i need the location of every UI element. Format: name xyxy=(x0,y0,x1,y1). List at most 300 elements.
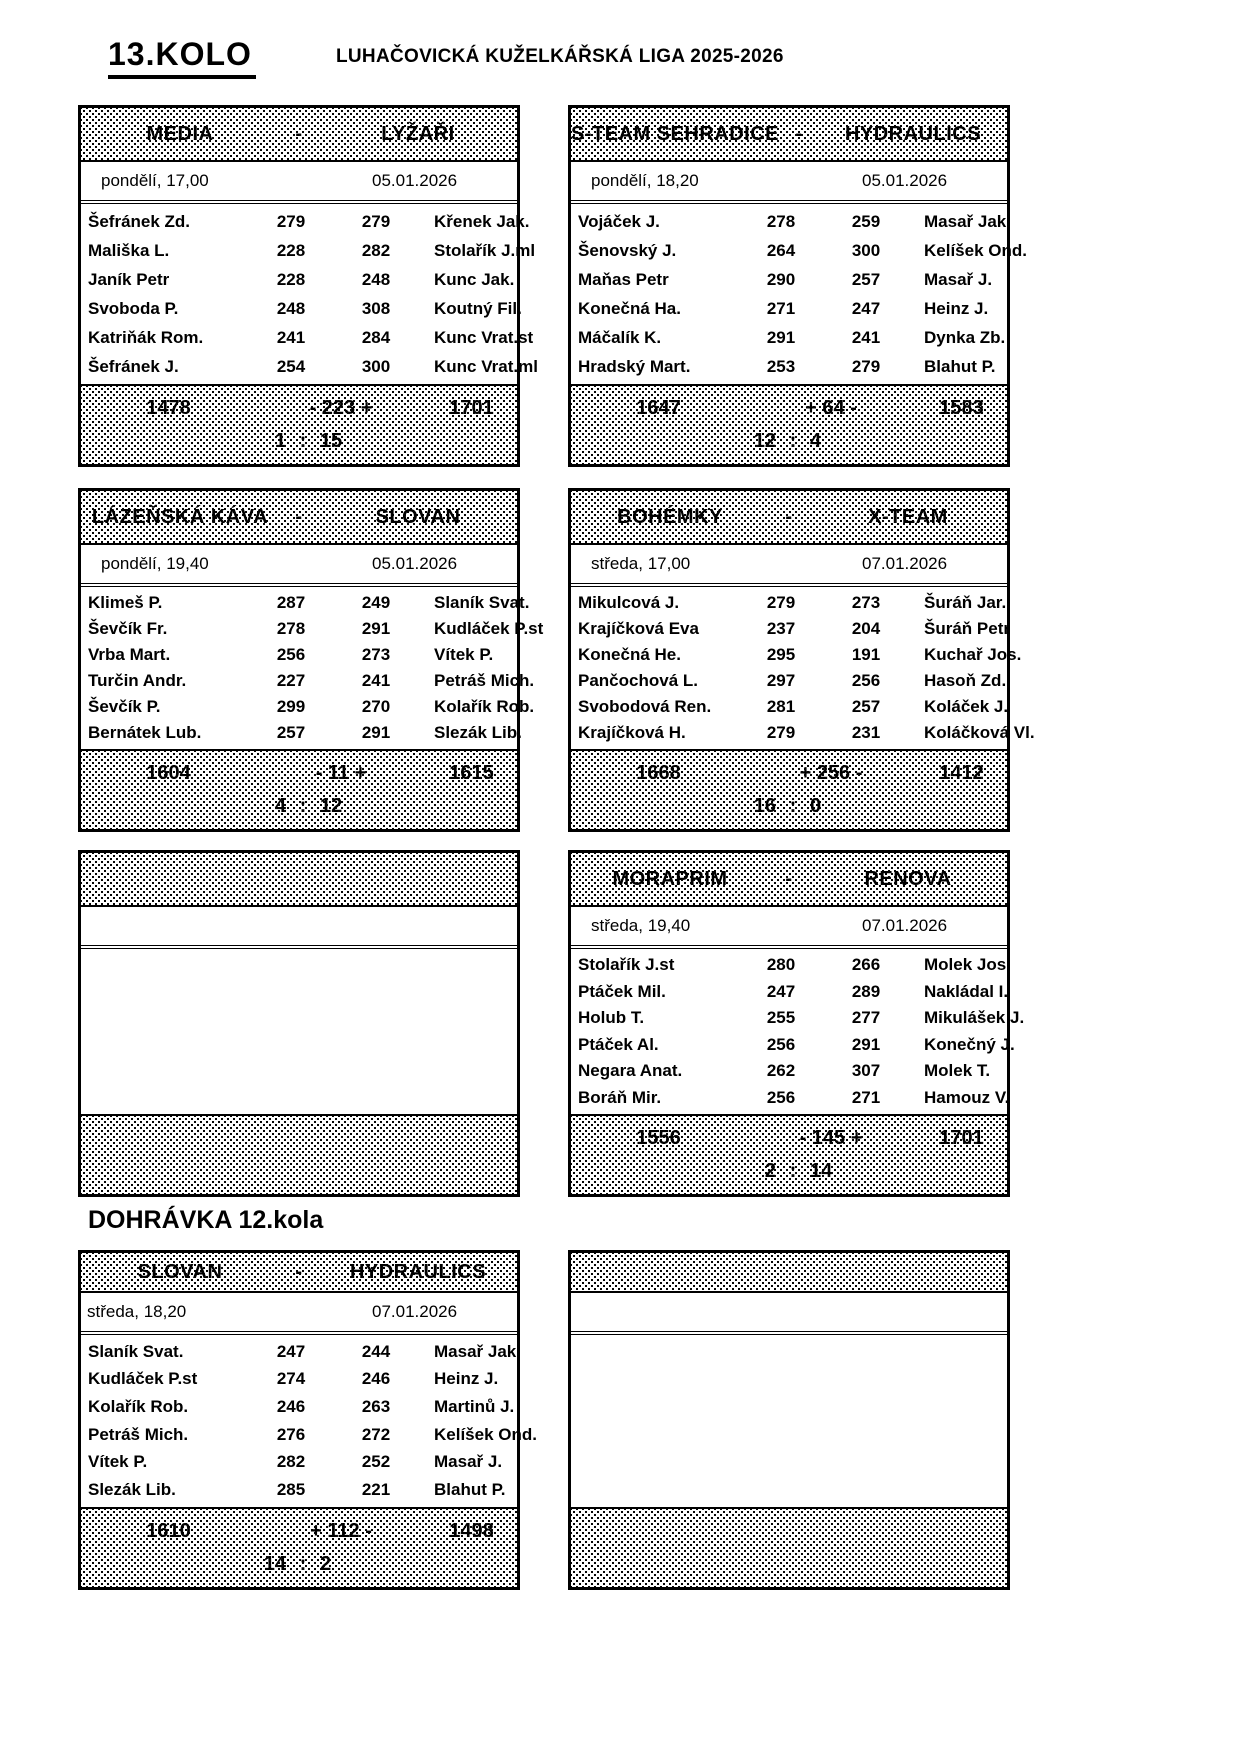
home-player-name: Klimeš P. xyxy=(88,593,163,612)
points-row xyxy=(571,430,1007,453)
home-player-score: 228 xyxy=(276,240,306,260)
away-player-score: 252 xyxy=(361,1452,391,1472)
player-row xyxy=(571,619,1010,639)
away-player-name: Kunc Vrat.ml xyxy=(434,356,538,376)
home-points: 16 xyxy=(753,795,776,818)
home-player-name: Šenovský J. xyxy=(578,240,677,260)
match-footer xyxy=(81,1507,517,1587)
home-player-name: Vrba Mart. xyxy=(88,645,171,664)
home-player-name: Holub T. xyxy=(578,1008,645,1028)
match-card-media-lyzari xyxy=(78,105,538,467)
home-player-score: 278 xyxy=(766,211,796,231)
away-player-score: 273 xyxy=(361,645,391,664)
player-row xyxy=(81,723,522,743)
away-total: 1701 xyxy=(939,1126,984,1149)
home-player-name: Kudláček P.st xyxy=(88,1369,198,1389)
home-player-score: 282 xyxy=(276,1452,306,1472)
home-player-name: Katriňák Rom. xyxy=(88,327,204,347)
away-player-score: 279 xyxy=(361,211,391,231)
home-player-score: 262 xyxy=(766,1061,796,1081)
away-player-name: Kelíšek Ond. xyxy=(434,1424,537,1444)
away-player-score: 270 xyxy=(361,697,391,716)
away-team-name: HYDRAULICS xyxy=(349,1260,487,1283)
match-header xyxy=(81,491,517,545)
home-player-score: 295 xyxy=(766,645,796,664)
match-schedule-row xyxy=(81,545,517,587)
player-results xyxy=(571,587,1035,749)
away-player-score: 300 xyxy=(851,240,881,260)
match-schedule-row xyxy=(81,1293,517,1335)
vs-dash: - xyxy=(785,505,793,528)
home-total: 1604 xyxy=(146,761,191,784)
home-player-score: 279 xyxy=(766,593,796,612)
away-player-score: 246 xyxy=(361,1369,391,1389)
player-results xyxy=(81,204,538,384)
player-row xyxy=(571,723,1035,743)
points-colon: : xyxy=(299,1553,307,1576)
away-points: 12 xyxy=(320,795,343,818)
player-row xyxy=(81,1369,517,1389)
match-day-time: pondělí, 18,20 xyxy=(591,171,699,190)
match-date: 05.01.2026 xyxy=(862,171,948,190)
match-day-time: středa, 17,00 xyxy=(591,554,691,573)
home-player-score: 247 xyxy=(766,981,796,1001)
home-player-score: 291 xyxy=(766,327,796,347)
away-player-score: 300 xyxy=(361,356,391,376)
away-player-score: 308 xyxy=(361,298,391,318)
player-row xyxy=(81,697,535,717)
home-player-name: Pančochová L. xyxy=(578,671,698,690)
empty-schedule-row xyxy=(571,1293,1007,1335)
home-player-name: Vítek P. xyxy=(88,1452,148,1472)
away-player-name: Křenek Jak. xyxy=(434,211,530,231)
player-row xyxy=(571,328,1007,348)
away-player-score: 204 xyxy=(851,619,881,638)
vs-dash: - xyxy=(295,1260,303,1283)
pins-difference: - 223 + xyxy=(309,396,373,419)
home-player-name: Mališka L. xyxy=(88,240,170,260)
match-date: 07.01.2026 xyxy=(372,1302,458,1321)
home-player-score: 279 xyxy=(276,211,306,231)
home-team-name: MORAPRIM xyxy=(612,867,728,890)
away-player-score: 247 xyxy=(851,298,881,318)
home-player-score: 254 xyxy=(276,356,306,376)
away-points: 0 xyxy=(810,795,822,818)
away-points: 15 xyxy=(320,430,343,453)
home-player-name: Svobodová Ren. xyxy=(578,697,712,716)
points-row xyxy=(81,430,517,453)
player-row xyxy=(571,697,1007,717)
match-day-time: pondělí, 19,40 xyxy=(101,554,209,573)
player-row xyxy=(571,1034,1015,1055)
home-player-name: Ptáček Al. xyxy=(578,1034,659,1054)
home-total: 1610 xyxy=(146,1519,191,1542)
home-player-name: Šefránek J. xyxy=(88,356,179,376)
away-player-name: Vítek P. xyxy=(434,645,494,664)
away-player-name: Nakládal I. xyxy=(924,981,1009,1001)
away-player-name: Koláček J. xyxy=(924,697,1009,716)
away-player-score: 282 xyxy=(361,240,391,260)
away-player-score: 271 xyxy=(851,1087,881,1107)
home-player-score: 241 xyxy=(276,327,306,347)
empty-match-header xyxy=(571,1253,1007,1293)
away-player-name: Koláčková Vl. xyxy=(924,723,1035,742)
home-player-score: 279 xyxy=(766,723,796,742)
away-player-score: 291 xyxy=(361,619,391,638)
player-results xyxy=(571,949,1025,1114)
home-player-score: 281 xyxy=(766,697,796,716)
home-player-score: 246 xyxy=(276,1397,306,1417)
away-total: 1701 xyxy=(449,396,494,419)
player-row xyxy=(571,357,1007,377)
match-footer xyxy=(81,749,517,829)
home-player-name: Maňas Petr xyxy=(578,269,669,289)
player-row xyxy=(571,270,1007,290)
away-player-score: 191 xyxy=(851,645,881,664)
totals-row xyxy=(81,1520,517,1543)
away-team-name: RENOVA xyxy=(864,867,952,890)
player-row xyxy=(571,982,1007,1002)
home-team-name: S-TEAM SEHRADICE xyxy=(571,122,780,145)
player-row xyxy=(81,1452,517,1472)
empty-match-header xyxy=(81,853,517,907)
league-title: LUHAČOVICKÁ KUŽELKÁŘSKÁ LIGA 2025-2026 xyxy=(336,46,784,67)
home-player-score: 256 xyxy=(276,645,306,664)
match-header xyxy=(81,108,517,162)
home-player-name: Svoboda P. xyxy=(88,298,179,318)
home-player-name: Konečná He. xyxy=(578,645,681,664)
empty-player-area xyxy=(81,949,517,1114)
player-row xyxy=(571,645,1022,665)
away-player-score: 291 xyxy=(851,1034,881,1054)
match-card-slovan-hydraulics xyxy=(78,1250,537,1590)
player-row xyxy=(81,270,517,290)
totals-row xyxy=(571,1127,1007,1150)
totals-row xyxy=(81,397,517,420)
away-player-score: 291 xyxy=(361,723,391,742)
player-results xyxy=(571,204,1027,384)
away-player-name: Dynka Zb. xyxy=(924,327,1006,347)
home-player-score: 290 xyxy=(766,269,796,289)
player-row xyxy=(571,211,1011,232)
player-row xyxy=(81,356,538,377)
home-player-name: Konečná Ha. xyxy=(578,298,681,318)
home-player-score: 278 xyxy=(276,619,306,638)
away-team-name: X-TEAM xyxy=(868,505,948,528)
home-player-name: Ptáček Mil. xyxy=(578,981,666,1001)
home-player-score: 228 xyxy=(276,269,306,289)
away-player-name: Kelíšek Ond. xyxy=(924,240,1027,260)
player-row xyxy=(81,327,534,348)
home-player-score: 287 xyxy=(276,593,306,612)
home-player-name: Bernátek Lub. xyxy=(88,723,202,742)
home-player-name: Janík Petr xyxy=(88,269,170,289)
match-card-steam-hydraulics xyxy=(568,105,1027,467)
player-results xyxy=(81,587,544,749)
match-schedule-row xyxy=(571,907,1007,949)
player-row xyxy=(81,298,522,319)
home-player-score: 227 xyxy=(276,671,306,690)
player-row xyxy=(81,240,536,261)
home-player-score: 271 xyxy=(766,298,796,318)
home-player-name: Máčalík K. xyxy=(578,327,662,347)
away-player-name: Hasoň Zd. xyxy=(924,671,1007,690)
pins-difference: - 145 + xyxy=(799,1126,863,1149)
home-player-score: 255 xyxy=(766,1008,796,1028)
vs-dash: - xyxy=(295,505,303,528)
player-row xyxy=(81,593,530,613)
match-card-lazenska-slovan xyxy=(78,488,544,832)
away-player-score: 256 xyxy=(851,671,881,690)
home-player-name: Stolařík J.st xyxy=(578,955,675,975)
pins-difference: - 11 + xyxy=(315,761,367,784)
away-player-score: 277 xyxy=(851,1008,881,1028)
home-total: 1647 xyxy=(636,396,681,419)
match-date: 05.01.2026 xyxy=(372,171,458,190)
home-points: 1 xyxy=(274,430,286,453)
away-points: 14 xyxy=(810,1160,833,1183)
player-row xyxy=(81,1397,517,1417)
away-player-name: Masař J. xyxy=(924,269,993,289)
home-player-score: 247 xyxy=(276,1341,306,1361)
empty-match-card xyxy=(568,1250,1010,1590)
away-player-score: 244 xyxy=(361,1341,391,1361)
player-row xyxy=(571,955,1011,975)
home-total: 1478 xyxy=(146,396,191,419)
match-header xyxy=(81,1253,517,1293)
player-row xyxy=(81,645,517,665)
home-total: 1668 xyxy=(636,761,681,784)
vs-dash: - xyxy=(795,122,803,145)
empty-schedule-row xyxy=(81,907,517,949)
player-row xyxy=(571,240,1027,261)
away-total: 1498 xyxy=(449,1519,494,1542)
home-player-name: Ševčík Fr. xyxy=(88,619,168,638)
totals-row xyxy=(81,762,517,785)
home-player-name: Kolařík Rob. xyxy=(88,1397,189,1417)
vs-dash: - xyxy=(785,867,793,890)
away-player-name: Heinz J. xyxy=(924,298,989,318)
home-player-score: 276 xyxy=(276,1424,306,1444)
away-total: 1412 xyxy=(939,761,984,784)
home-points: 12 xyxy=(753,430,776,453)
dohravka-title: DOHRÁVKA 12.kola xyxy=(88,1206,324,1234)
points-colon: : xyxy=(299,430,307,453)
pins-difference: + 256 - xyxy=(799,761,863,784)
away-player-score: 263 xyxy=(361,1397,391,1417)
points-row xyxy=(81,795,517,818)
match-footer xyxy=(571,749,1007,829)
home-team-name: MEDIA xyxy=(146,122,214,145)
empty-match-footer xyxy=(81,1114,517,1194)
match-footer xyxy=(81,384,517,464)
away-player-name: Masař Jak. xyxy=(924,211,1011,231)
away-player-score: 272 xyxy=(361,1424,391,1444)
away-player-name: Kudláček P.st xyxy=(434,619,544,638)
away-player-score: 279 xyxy=(851,356,881,376)
home-player-name: Turčin Andr. xyxy=(88,671,187,690)
away-player-name: Masař J. xyxy=(434,1452,503,1472)
home-team-name: SLOVAN xyxy=(137,1260,223,1283)
player-row xyxy=(571,1061,1007,1081)
home-player-name: Boráň Mir. xyxy=(578,1087,662,1107)
home-player-name: Mikulcová J. xyxy=(578,593,680,612)
points-colon: : xyxy=(789,430,797,453)
match-schedule-row xyxy=(571,162,1007,204)
away-player-score: 241 xyxy=(851,327,881,347)
match-card-moraprim-renova xyxy=(568,850,1025,1197)
away-team-name: HYDRAULICS xyxy=(844,122,982,145)
player-results xyxy=(81,1335,537,1507)
home-player-name: Krajíčková H. xyxy=(578,723,686,742)
away-player-score: 248 xyxy=(361,269,391,289)
points-colon: : xyxy=(789,1160,797,1183)
player-row xyxy=(81,1480,517,1500)
home-player-score: 237 xyxy=(766,619,796,638)
player-row xyxy=(571,299,1007,319)
away-player-name: Kolařík Rob. xyxy=(434,697,535,716)
round-title: 13.KOLO xyxy=(108,36,256,79)
away-player-score: 231 xyxy=(851,723,881,742)
away-points: 4 xyxy=(810,430,822,453)
match-date: 05.01.2026 xyxy=(372,554,458,573)
home-player-score: 280 xyxy=(766,955,796,975)
home-player-score: 285 xyxy=(276,1480,306,1500)
match-day-time: středa, 18,20 xyxy=(87,1302,187,1321)
match-header xyxy=(571,108,1007,162)
home-player-score: 256 xyxy=(766,1087,796,1107)
player-row xyxy=(81,1424,537,1445)
match-schedule-row xyxy=(571,545,1007,587)
away-player-score: 284 xyxy=(361,327,391,347)
home-player-name: Vojáček J. xyxy=(578,211,660,231)
totals-row xyxy=(571,762,1007,785)
empty-match-footer xyxy=(571,1507,1007,1587)
match-header xyxy=(571,853,1007,907)
away-player-score: 249 xyxy=(361,593,391,612)
pins-difference: + 64 - xyxy=(805,396,857,419)
match-date: 07.01.2026 xyxy=(862,554,948,573)
points-row xyxy=(571,1160,1007,1183)
home-player-score: 256 xyxy=(766,1034,796,1054)
match-footer xyxy=(571,384,1007,464)
home-player-name: Ševčík P. xyxy=(88,697,161,716)
player-row xyxy=(571,1008,1025,1028)
away-player-name: Blahut P. xyxy=(924,356,996,376)
home-player-score: 253 xyxy=(766,356,796,376)
away-player-name: Blahut P. xyxy=(434,1480,506,1500)
home-player-score: 257 xyxy=(276,723,306,742)
match-header xyxy=(571,491,1007,545)
away-player-name: Molek T. xyxy=(924,1061,991,1081)
player-row xyxy=(571,593,1007,613)
home-team-name: LÁZEŇSKÁ KÁVA xyxy=(91,505,269,528)
away-player-name: Slaník Svat. xyxy=(434,593,530,612)
points-colon: : xyxy=(789,795,797,818)
home-team-name: BOHÉMKY xyxy=(617,505,723,528)
away-player-score: 257 xyxy=(851,697,881,716)
home-player-score: 248 xyxy=(276,298,306,318)
away-total: 1583 xyxy=(939,396,984,419)
away-player-score: 307 xyxy=(851,1061,881,1081)
player-row xyxy=(81,211,530,232)
match-card-bohemky-xteam xyxy=(568,488,1035,832)
points-row xyxy=(571,795,1007,818)
away-player-name: Heinz J. xyxy=(434,1369,499,1389)
pins-difference: + 112 - xyxy=(310,1519,372,1542)
away-team-name: SLOVAN xyxy=(375,505,461,528)
match-date: 07.01.2026 xyxy=(862,916,948,935)
match-footer xyxy=(571,1114,1007,1194)
away-player-name: Hamouz V. xyxy=(924,1087,1010,1107)
home-total: 1556 xyxy=(636,1126,681,1149)
away-total: 1615 xyxy=(449,761,494,784)
match-day-time: pondělí, 17,00 xyxy=(101,171,209,190)
away-player-name: Mikulášek J. xyxy=(924,1008,1025,1028)
away-player-name: Koutný Fil. xyxy=(434,298,522,318)
away-player-name: Masař Jak. xyxy=(434,1341,521,1361)
away-player-score: 221 xyxy=(361,1480,391,1500)
away-player-name: Šuráň Jar. xyxy=(924,593,1007,612)
away-player-name: Stolařík J.ml xyxy=(434,240,536,260)
away-points: 2 xyxy=(320,1553,332,1576)
away-player-score: 241 xyxy=(361,671,391,690)
player-row xyxy=(571,1087,1010,1108)
home-player-name: Slaník Svat. xyxy=(88,1341,184,1361)
home-player-name: Krajíčková Eva xyxy=(578,619,699,638)
player-row xyxy=(81,1341,521,1362)
points-row xyxy=(81,1553,517,1576)
away-player-name: Martinů J. xyxy=(434,1397,515,1417)
away-player-name: Kuchař Jos. xyxy=(924,645,1022,664)
home-player-score: 264 xyxy=(766,240,796,260)
away-player-score: 273 xyxy=(851,593,881,612)
away-player-score: 266 xyxy=(851,955,881,975)
points-colon: : xyxy=(299,795,307,818)
home-player-score: 299 xyxy=(276,697,306,716)
away-player-score: 289 xyxy=(851,981,881,1001)
away-player-score: 257 xyxy=(851,269,881,289)
vs-dash: - xyxy=(295,122,303,145)
home-player-name: Šefránek Zd. xyxy=(88,211,191,231)
player-row xyxy=(81,619,544,639)
away-player-name: Kunc Jak. xyxy=(434,269,515,289)
home-player-score: 297 xyxy=(766,671,796,690)
home-player-name: Hradský Mart. xyxy=(578,356,691,376)
away-player-name: Petráš Mich. xyxy=(434,671,535,690)
player-row xyxy=(571,671,1007,691)
home-player-name: Negara Anat. xyxy=(578,1061,683,1081)
empty-player-area xyxy=(571,1335,1007,1507)
home-points: 14 xyxy=(263,1553,286,1576)
match-schedule-row xyxy=(81,162,517,204)
home-player-name: Petráš Mich. xyxy=(88,1424,189,1444)
home-points: 4 xyxy=(274,795,286,818)
player-row xyxy=(81,671,535,691)
away-player-name: Kunc Vrat.st xyxy=(434,327,534,347)
away-team-name: LYŽAŘI xyxy=(381,122,455,145)
totals-row xyxy=(571,397,1007,420)
match-day-time: středa, 19,40 xyxy=(591,916,691,935)
away-player-name: Molek Jos. xyxy=(924,955,1011,975)
home-player-score: 274 xyxy=(276,1369,306,1389)
away-player-name: Konečný J. xyxy=(924,1034,1015,1054)
home-player-name: Slezák Lib. xyxy=(88,1480,176,1500)
away-player-name: Slezák Lib. xyxy=(434,723,522,742)
home-points: 2 xyxy=(764,1160,776,1183)
empty-match-card xyxy=(78,850,520,1197)
away-player-name: Šuráň Petr xyxy=(924,619,1010,638)
